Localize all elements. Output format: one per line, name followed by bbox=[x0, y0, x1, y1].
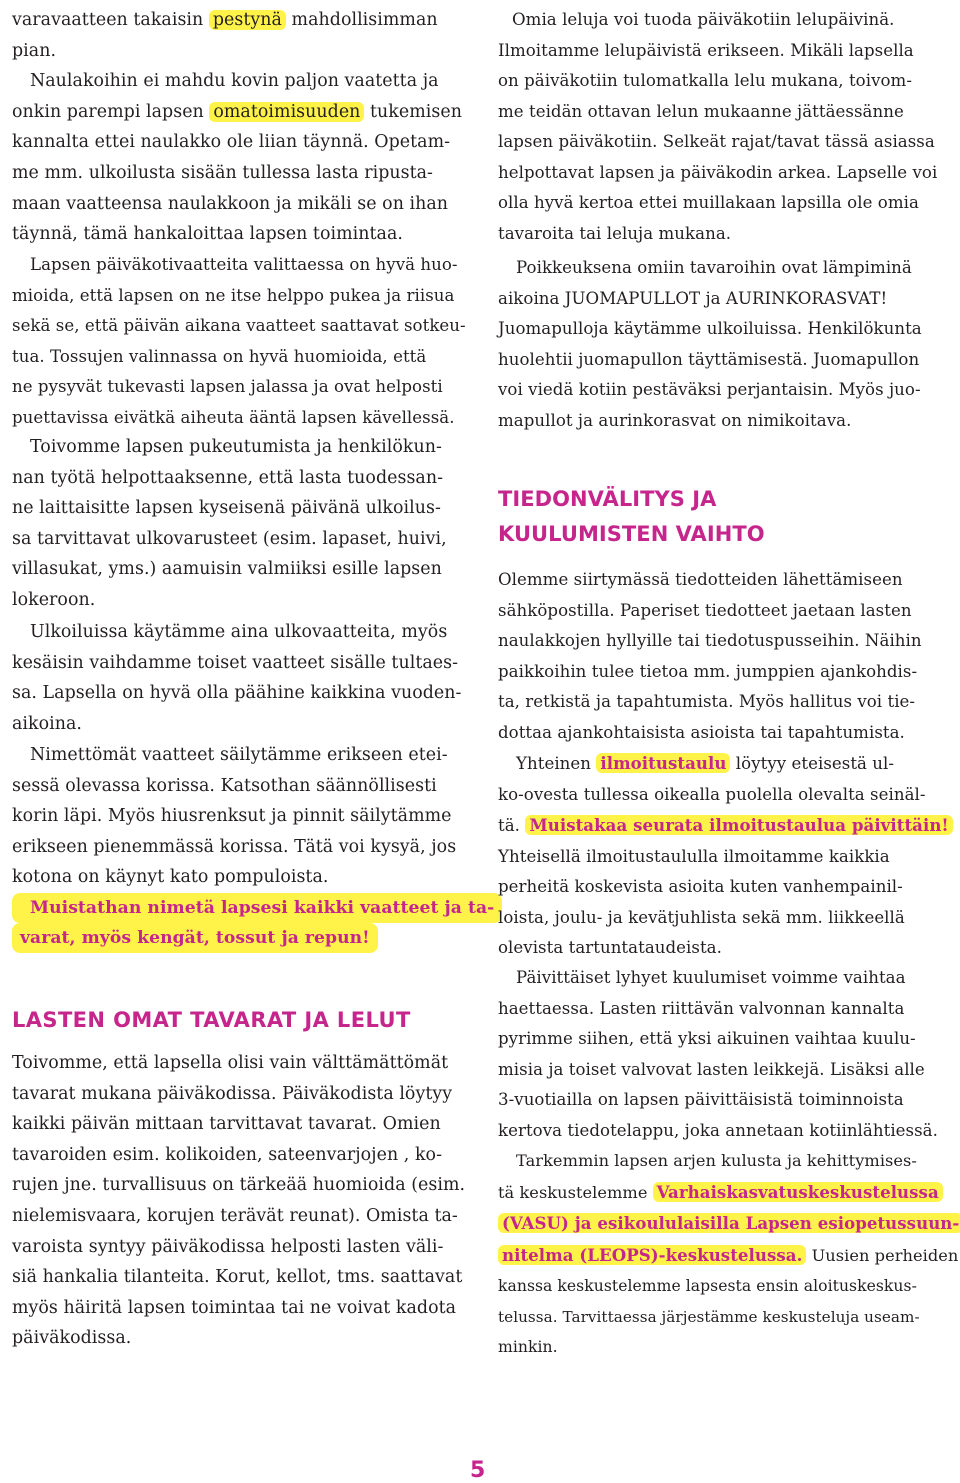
text-line: Poikkeuksena omiin tavaroihin ovat lämpiminä bbox=[516, 258, 912, 277]
text-line: dottaa ajankohtaisista asioista tai tapahtumista. bbox=[498, 722, 905, 742]
text-line bbox=[498, 1177, 954, 1209]
text-line: varat, myös kengät, tossut ja repun! bbox=[20, 928, 370, 948]
text-line: lapsen päiväkotiin. Selkeät rajat/tavat tässä asiassa bbox=[498, 132, 935, 151]
text-line: Ilmoitamme lelupäivistä erikseen. Mikäli lapsella bbox=[498, 40, 914, 60]
text-line: kaikki päivän mittaan tarvittavat tavarat. Omien bbox=[12, 1114, 441, 1135]
text-line: minkin. bbox=[498, 1338, 558, 1356]
text-line: sessä olevassa korissa. Katsothan säännöllisesti bbox=[12, 775, 437, 796]
exceptions-paragraph bbox=[498, 253, 950, 436]
text-line: helpottavat lapsen ja päiväkodin arkea. Lapselle voi bbox=[498, 162, 938, 182]
toys-paragraph bbox=[498, 5, 952, 249]
text-line: nan työtä helpottaaksenne, että lasta tuodessan- bbox=[12, 467, 444, 488]
text-line: rujen jne. turvallisuus on tärkeää huomioida (esim. bbox=[12, 1175, 466, 1196]
highlight-notice-board: ilmoitustaulu bbox=[596, 753, 730, 773]
text-line: mapullot ja aurinkorasvat on nimikoitava. bbox=[498, 410, 852, 430]
reminder-highlight bbox=[12, 923, 378, 953]
text-line: Toivomme, että lapsella olisi vain välttämättömät bbox=[12, 1053, 449, 1073]
notice-board-paragraph bbox=[498, 748, 954, 964]
text-line: paikkoihin tulee tietoa mm. jumppien ajankohdis- bbox=[498, 661, 918, 681]
text-line: myös häiritä lapsen toimintaa tai ne voivat kadota bbox=[12, 1297, 457, 1318]
text-line bbox=[498, 748, 954, 780]
outdoor-paragraph bbox=[12, 617, 464, 739]
text-line: korin läpi. Myös hiusrenksut ja pinnit säilytämme bbox=[12, 806, 452, 827]
text-line: Juomapulloja käytämme ulkoiluissa. Henkilökunta bbox=[498, 319, 922, 338]
text-span: tukemisen bbox=[364, 101, 462, 122]
text-line: Omia leluja voi tuoda päiväkotiin lelupäivinä. bbox=[512, 10, 895, 29]
text-line: Muistathan nimetä lapsesi kaikki vaatteet ja ta- bbox=[30, 898, 495, 918]
highlight-washed: pestynä bbox=[209, 10, 286, 30]
text-line: kotona on käynyt kato pompuloista. bbox=[12, 867, 329, 888]
heading-line: KUULUMISTEN VAIHTO bbox=[498, 522, 765, 546]
daily-news-paragraph bbox=[498, 963, 950, 1146]
clothing-paragraph bbox=[12, 250, 464, 433]
text-line: Naulakoihin ei mahdu kovin paljon vaatetta ja bbox=[30, 71, 439, 92]
info-heading bbox=[498, 482, 765, 552]
text-line: kesäisin vaihdamme toiset vaatteet sisälle tultaes- bbox=[12, 652, 459, 673]
text-line bbox=[498, 1208, 960, 1240]
text-span: tä keskustelemme bbox=[498, 1182, 653, 1202]
text-line: aikoina JUOMAPULLOT ja AURINKORASVAT! bbox=[498, 288, 888, 308]
text-line: Päivittäiset lyhyet kuulumiset voimme vaihtaa bbox=[516, 968, 906, 987]
text-line: olevista tartuntataudeista. bbox=[498, 938, 722, 957]
text-line bbox=[12, 97, 464, 128]
text-line: Ulkoiluissa käytämme aina ulkovaatteita, myös bbox=[30, 622, 448, 642]
text-line: 3-vuotiailla on lapsen päivittäisistä toiminnoista bbox=[498, 1090, 904, 1109]
text-line: ta, retkistä ja tapahtumista. Myös hallitus voi tie- bbox=[498, 692, 916, 711]
text-line: sa tarvittavat ulkovarusteet (esim. lapaset, huivi, bbox=[12, 528, 447, 549]
text-line: sa. Lapsella on hyvä olla päähine kaikkina vuoden- bbox=[12, 683, 462, 704]
text-span: onkin parempi lapsen bbox=[12, 101, 210, 122]
own-items-paragraph bbox=[12, 1048, 464, 1354]
text-line: me mm. ulkoilusta sisään tullessa lasta ripusta- bbox=[12, 162, 433, 183]
text-line: lokeroon. bbox=[12, 589, 96, 610]
text-span: mahdollisimman bbox=[285, 10, 438, 30]
text-line: Toivomme lapsen pukeutumista ja henkilökun- bbox=[30, 437, 442, 457]
text-line: tavarat mukana päiväkodissa. Päiväkodista löytyy bbox=[12, 1083, 453, 1104]
text-span: löytyy eteisestä ul- bbox=[730, 754, 895, 773]
intro-paragraph bbox=[12, 5, 464, 250]
text-line: naulakkojen hyllyille tai tiedotuspusseihin. Näihin bbox=[498, 631, 922, 650]
text-line: tua. Tossujen valinnassa on hyvä huomioida, että bbox=[12, 346, 427, 366]
reminder-highlight bbox=[12, 893, 502, 923]
text-span: Uusien perheiden bbox=[806, 1245, 959, 1265]
text-line: haettaessa. Lasten riittävän valvonnan kannalta bbox=[498, 998, 905, 1018]
text-line: perheitä koskevista asioita kuten vanhempainil- bbox=[498, 877, 903, 896]
text-line: sekä se, että päivän aikana vaatteet saattavat sotkeu- bbox=[12, 316, 466, 335]
unnamed-clothes-paragraph bbox=[12, 740, 464, 893]
text-line: nielemisvaara, korujen terävät reunat). Omista ta- bbox=[12, 1205, 458, 1226]
text-line: Yhteisellä ilmoitustaululla ilmoitamme kaikkia bbox=[498, 846, 890, 866]
text-line: Tarkemmin lapsen arjen kulusta ja kehittymises- bbox=[516, 1151, 917, 1170]
text-line: villasukat, yms.) aamuisin valmiiksi esille lapsen bbox=[12, 559, 442, 580]
text-line: tavaroita tai leluja mukana. bbox=[498, 223, 732, 243]
text-line: me teidän ottavan lelun mukaanne jättäessänne bbox=[498, 101, 904, 121]
text-line: päiväkodissa. bbox=[12, 1328, 132, 1349]
text-line: mioida, että lapsen on ne itse helppo pukea ja riisua bbox=[12, 285, 455, 305]
text-span: varavaatteen takaisin bbox=[12, 10, 209, 30]
text-line: siä hankalia tilanteita. Korut, kellot, tms. saattavat bbox=[12, 1267, 463, 1288]
text-line bbox=[12, 5, 464, 36]
highlight-vasu: (VASU) ja esikoululaisilla Lapsen esiopetussuun- bbox=[498, 1213, 960, 1233]
text-line: kertova tiedotelappu, joka annetaan kotiinlähtiessä. bbox=[498, 1120, 938, 1140]
text-line: voi viedä kotiin pestäväksi perjantaisin. Myös juo- bbox=[498, 380, 921, 399]
highlight-leops: nitelma (LEOPS)-keskustelussa. bbox=[498, 1245, 806, 1265]
text-span: tä. bbox=[498, 816, 526, 835]
page-number: 5 bbox=[470, 1458, 486, 1483]
text-line: pyrimme siihen, että yksi aikuinen vaihtaa kuulu- bbox=[498, 1029, 916, 1048]
text-line: misia ja toiset valvovat lasten leikkejä. Lisäksi alle bbox=[498, 1059, 925, 1079]
text-line: pian. bbox=[12, 40, 57, 61]
text-line: tavaroiden esim. kolikoiden, sateenvarjojen , ko- bbox=[12, 1144, 442, 1165]
text-line: Nimettömät vaatteet säilytämme erikseen etei- bbox=[30, 745, 448, 765]
highlight-independence: omatoimisuuden bbox=[209, 102, 364, 122]
detailed-discussion-paragraph bbox=[498, 1146, 960, 1363]
text-line: loista, joulu- ja kevätjuhlista sekä mm. liikkeellä bbox=[498, 907, 905, 927]
text-line: Olemme siirtymässä tiedotteiden lähettämiseen bbox=[498, 570, 903, 589]
text-line: täynnä, tämä hankaloittaa lapsen toimintaa. bbox=[12, 224, 403, 245]
text-line: huolehtii juomapullon täyttämisestä. Juomapullon bbox=[498, 349, 920, 369]
text-line bbox=[498, 1240, 959, 1272]
text-line: kannalta ettei naulakko ole liian täynnä. Opetam- bbox=[12, 132, 451, 153]
text-line: sähköpostilla. Paperiset tiedotteet jaetaan lasten bbox=[498, 600, 912, 620]
text-line: olla hyvä kertoa ettei muillakaan lapsilla ole omia bbox=[498, 193, 919, 212]
info-paragraph bbox=[498, 565, 950, 748]
text-line: telussa. Tarvittaessa järjestämme keskusteluja useam- bbox=[498, 1307, 920, 1326]
text-line bbox=[498, 810, 954, 842]
heading-line: TIEDONVÄLITYS JA bbox=[498, 487, 717, 511]
highlight-vasu: Varhaiskasvatuskeskustelussa bbox=[653, 1182, 943, 1202]
own-items-heading: LASTEN OMAT TAVARAT JA LELUT bbox=[12, 1008, 411, 1032]
text-line: ne laittaisitte lapsen kyseisenä päivänä ulkoilus- bbox=[12, 498, 441, 519]
name-reminder-callout bbox=[12, 893, 495, 953]
text-line: kanssa keskustelemme lapsesta ensin aloituskeskus- bbox=[498, 1277, 917, 1295]
text-line: aikoina. bbox=[12, 713, 82, 734]
highlight-follow-board: Muistakaa seurata ilmoitustaulua päivittäin! bbox=[525, 815, 952, 835]
text-line: on päiväkotiin tulomatkalla lelu mukana, toivom- bbox=[498, 71, 912, 90]
text-line: puettavissa eivätkä aiheuta ääntä lapsen kävellessä. bbox=[12, 407, 455, 427]
dressing-paragraph bbox=[12, 432, 464, 616]
text-line: ne pysyvät tukevasti lapsen jalassa ja ovat helposti bbox=[12, 377, 443, 396]
text-line: varoista syntyy päiväkodissa helposti lasten väli- bbox=[12, 1236, 444, 1257]
text-line: Lapsen päiväkotivaatteita valittaessa on hyvä huo- bbox=[30, 255, 458, 274]
text-line: maan vaatteensa naulakkoon ja mikäli se on ihan bbox=[12, 193, 449, 214]
text-line: ko-ovesta tullessa oikealla puolella olevalta seinäl- bbox=[498, 784, 926, 804]
text-span: Yhteinen bbox=[516, 754, 597, 773]
text-line: erikseen pienemmässä korissa. Tätä voi kysyä, jos bbox=[12, 836, 457, 857]
